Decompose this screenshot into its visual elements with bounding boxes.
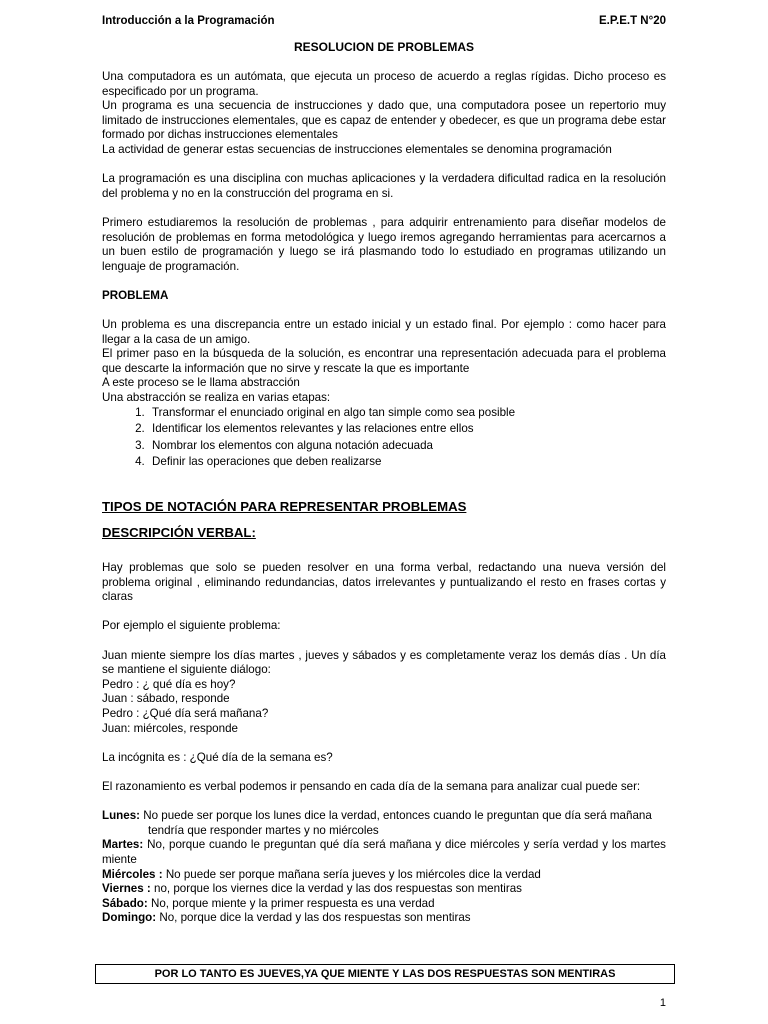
incognita-line: La incógnita es : ¿Qué día de la semana es? (102, 750, 333, 764)
abstraction-steps-list (102, 406, 666, 470)
day-miercoles: Miércoles : No puede ser porque mañana sería jueves y los miércoles dice la verdad (102, 867, 541, 881)
day-label: Domingo: (102, 911, 157, 925)
verbal-paragraph-1: Hay problemas que solo se pueden resolver en una forma verbal, redactando una nueva versión del problema original , eliminando redundancias, datos irrelevantes y puntualizando el resto en frases cortas y claras (102, 561, 666, 604)
page-header (102, 14, 666, 29)
day-lunes-continuation: tendría que responder martes y no miércoles (148, 823, 379, 837)
problema-paragraph-4: Una abstracción se realiza en varias etapas: (102, 391, 331, 405)
descripcion-verbal-heading: DESCRIPCIÓN VERBAL: (102, 525, 256, 541)
header-school: E.P.E.T N°20 (598, 15, 666, 27)
intro-paragraph-4: La programación es una disciplina con muchas aplicaciones y la verdadera dificultad radica en la resolución del problema y no en la construcción del programa en si. (102, 172, 666, 200)
day-label: Lunes: (102, 809, 141, 823)
day-label: Viernes : (102, 882, 151, 896)
document-title: RESOLUCION DE PROBLEMAS (293, 40, 474, 54)
day-lunes: Lunes: No puede ser porque los lunes dice la verdad, entonces cuando le preguntan que día será mañana (102, 809, 652, 823)
problema-paragraph-3: A este proceso se le llama abstracción (102, 376, 300, 390)
day-label: Martes: (102, 838, 144, 852)
intro-paragraph-1: Una computadora es un autómata, que ejecuta un proceso de acuerdo a reglas rígidas. Dicho proceso es especificado por un programa. (102, 70, 666, 98)
page-number: 1 (659, 997, 666, 1009)
dialog-line: Pedro : ¿ qué día es hoy? (102, 677, 236, 691)
tipos-notacion-heading: TIPOS DE NOTACIÓN PARA REPRESENTAR PROBLEMAS (102, 499, 467, 515)
dialog-line: Juan: miércoles, responde (102, 721, 238, 735)
problema-paragraph-1: Un problema es una discrepancia entre un estado inicial y un estado final. Por ejemplo : como hacer para llegar a la casa de un amigo. (102, 318, 666, 346)
razonamiento-line: El razonamiento es verbal podemos ir pensando en cada día de la semana para analizar cual puede ser: (102, 779, 641, 793)
header-course-title: Introducción a la Programación (102, 15, 275, 27)
day-sabado: Sábado: No, porque miente y la primer respuesta es una verdad (102, 896, 435, 910)
list-item: 1. Transformar el enunciado original en algo tan simple como sea posible (148, 406, 666, 421)
problema-paragraph-2: El primer paso en la búsqueda de la solución, es encontrar una representación adecuada para el problema que descarte la información que no sirve y rescate la que es importante (102, 347, 666, 375)
intro-paragraph-3: La actividad de generar estas secuencias de instrucciones elementales se denomina programación (102, 142, 612, 156)
day-martes: Martes: No, porque cuando le preguntan qué día será mañana y dice miércoles y sería verdad y los martes miente (102, 838, 666, 866)
list-item: 3. Nombrar los elementos con alguna notación adecuada (148, 439, 666, 454)
intro-paragraph-2: Un programa es una secuencia de instrucciones y dado que, una computadora posee un repertorio muy limitado de instrucciones elementales, que es capaz de entender y obedecer, es que un programa debe estar formado por dichas instrucciones elementales (102, 99, 666, 142)
verbal-paragraph-3: Juan miente siempre los días martes , jueves y sábados y es completamente veraz los demás días . Un día se mantiene el siguiente diálogo: (102, 648, 666, 677)
day-label: Miércoles : (102, 867, 163, 881)
conclusion-box: POR LO TANTO ES JUEVES,YA QUE MIENTE Y LAS DOS RESPUESTAS SON MENTIRAS (95, 964, 675, 984)
document-body (102, 70, 666, 926)
day-domingo: Domingo: No, porque dice la verdad y las dos respuestas son mentiras (102, 911, 471, 925)
intro-paragraph-5: Primero estudiaremos la resolución de problemas , para adquirir entrenamiento para diseñar modelos de resolución de problemas en forma metodológica y luego iremos agregando herramientas para acercarnos a un buen estilo de programación y luego se irá plasmando todo lo estudiado en programas utilizando un lenguaje de programación. (102, 215, 666, 273)
day-viernes: Viernes : no, porque los viernes dice la verdad y las dos respuestas son mentiras (102, 882, 522, 896)
list-item: 2. Identificar los elementos relevantes y las relaciones entre ellos (148, 422, 666, 437)
verbal-paragraph-2: Por ejemplo el siguiente problema: (102, 619, 281, 633)
list-item: 4. Definir las operaciones que deben realizarse (148, 455, 666, 470)
dialog-line: Pedro : ¿Qué día será mañana? (102, 706, 269, 720)
problema-heading: PROBLEMA (102, 288, 169, 302)
dialog-line: Juan : sábado, responde (102, 692, 230, 706)
day-label: Sábado: (102, 896, 148, 910)
